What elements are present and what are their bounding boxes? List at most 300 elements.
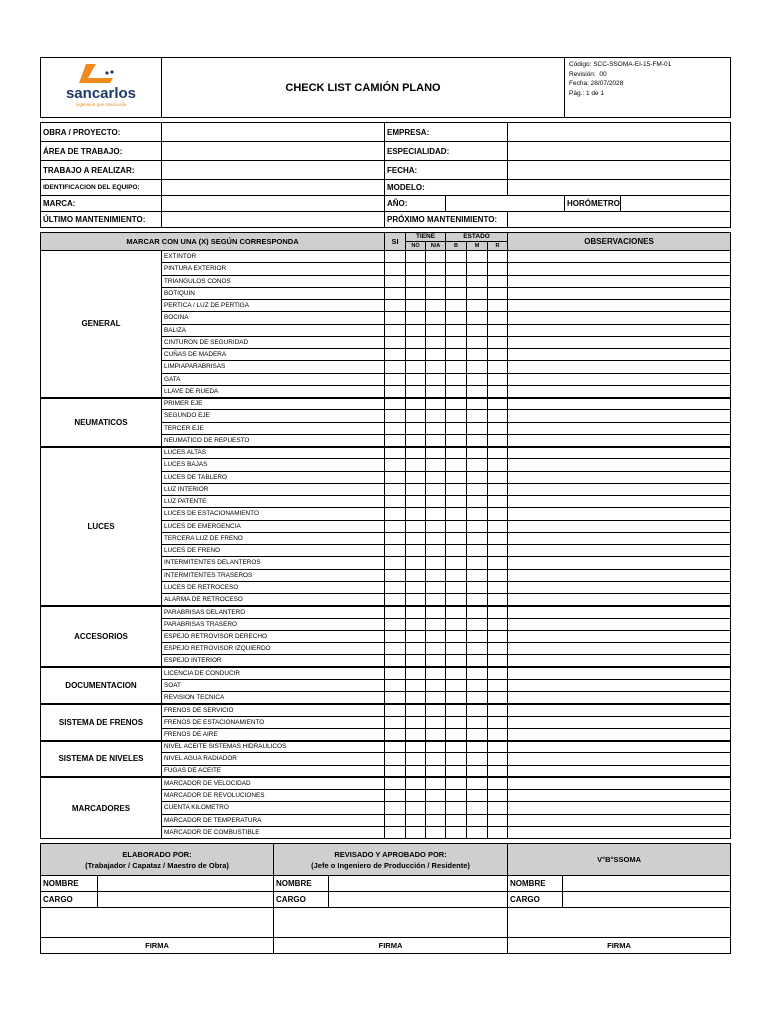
check-r-cell[interactable] [488,790,508,802]
trabajo-field[interactable] [162,161,385,180]
check-b-cell[interactable] [446,373,467,385]
check-r-cell[interactable] [488,655,508,667]
observaciones-cell[interactable] [508,765,731,777]
check-r-cell[interactable] [488,483,508,495]
check-na-cell[interactable] [426,741,446,753]
check-b-cell[interactable] [446,630,467,642]
observaciones-cell[interactable] [508,777,731,789]
check-m-cell[interactable] [467,594,488,606]
check-b-cell[interactable] [446,349,467,361]
check-no-cell[interactable] [406,251,426,263]
observaciones-cell[interactable] [508,471,731,483]
observaciones-cell[interactable] [508,385,731,397]
check-si-cell[interactable] [385,287,406,299]
check-si-cell[interactable] [385,398,406,410]
check-si-cell[interactable] [385,349,406,361]
check-si-cell[interactable] [385,765,406,777]
check-no-cell[interactable] [406,814,426,826]
check-si-cell[interactable] [385,679,406,691]
check-m-cell[interactable] [467,790,488,802]
check-na-cell[interactable] [426,704,446,716]
check-m-cell[interactable] [467,287,488,299]
check-b-cell[interactable] [446,434,467,446]
check-na-cell[interactable] [426,594,446,606]
check-na-cell[interactable] [426,483,446,495]
check-r-cell[interactable] [488,324,508,336]
check-m-cell[interactable] [467,716,488,728]
check-na-cell[interactable] [426,312,446,324]
observaciones-cell[interactable] [508,312,731,324]
check-si-cell[interactable] [385,643,406,655]
check-no-cell[interactable] [406,373,426,385]
check-m-cell[interactable] [467,398,488,410]
check-si-cell[interactable] [385,447,406,459]
check-na-cell[interactable] [426,496,446,508]
observaciones-cell[interactable] [508,545,731,557]
check-m-cell[interactable] [467,667,488,679]
check-m-cell[interactable] [467,728,488,740]
check-no-cell[interactable] [406,349,426,361]
check-r-cell[interactable] [488,373,508,385]
check-no-cell[interactable] [406,471,426,483]
check-na-cell[interactable] [426,679,446,691]
check-b-cell[interactable] [446,814,467,826]
marca-field[interactable] [162,196,385,212]
check-si-cell[interactable] [385,496,406,508]
check-r-cell[interactable] [488,606,508,618]
check-r-cell[interactable] [488,765,508,777]
observaciones-cell[interactable] [508,336,731,348]
check-na-cell[interactable] [426,606,446,618]
check-r-cell[interactable] [488,741,508,753]
check-b-cell[interactable] [446,581,467,593]
check-si-cell[interactable] [385,655,406,667]
check-si-cell[interactable] [385,581,406,593]
check-b-cell[interactable] [446,655,467,667]
check-na-cell[interactable] [426,300,446,312]
check-no-cell[interactable] [406,557,426,569]
check-na-cell[interactable] [426,643,446,655]
check-no-cell[interactable] [406,496,426,508]
horometro-field[interactable] [621,196,731,212]
observaciones-cell[interactable] [508,349,731,361]
check-na-cell[interactable] [426,471,446,483]
check-no-cell[interactable] [406,483,426,495]
check-m-cell[interactable] [467,618,488,630]
check-b-cell[interactable] [446,741,467,753]
check-na-cell[interactable] [426,581,446,593]
check-m-cell[interactable] [467,361,488,373]
check-no-cell[interactable] [406,385,426,397]
check-no-cell[interactable] [406,765,426,777]
check-m-cell[interactable] [467,679,488,691]
empresa-field[interactable] [508,123,731,142]
check-na-cell[interactable] [426,508,446,520]
check-m-cell[interactable] [467,826,488,838]
check-r-cell[interactable] [488,410,508,422]
check-b-cell[interactable] [446,385,467,397]
check-no-cell[interactable] [406,459,426,471]
check-m-cell[interactable] [467,300,488,312]
check-r-cell[interactable] [488,557,508,569]
observaciones-cell[interactable] [508,373,731,385]
check-si-cell[interactable] [385,606,406,618]
check-na-cell[interactable] [426,287,446,299]
check-r-cell[interactable] [488,581,508,593]
observaciones-cell[interactable] [508,532,731,544]
check-r-cell[interactable] [488,422,508,434]
check-r-cell[interactable] [488,569,508,581]
check-m-cell[interactable] [467,373,488,385]
check-m-cell[interactable] [467,545,488,557]
observaciones-cell[interactable] [508,667,731,679]
observaciones-cell[interactable] [508,483,731,495]
check-na-cell[interactable] [426,655,446,667]
check-si-cell[interactable] [385,532,406,544]
observaciones-cell[interactable] [508,569,731,581]
observaciones-cell[interactable] [508,557,731,569]
check-r-cell[interactable] [488,728,508,740]
check-si-cell[interactable] [385,410,406,422]
check-na-cell[interactable] [426,630,446,642]
observaciones-cell[interactable] [508,728,731,740]
check-na-cell[interactable] [426,373,446,385]
check-no-cell[interactable] [406,826,426,838]
check-m-cell[interactable] [467,777,488,789]
check-b-cell[interactable] [446,728,467,740]
check-b-cell[interactable] [446,545,467,557]
check-b-cell[interactable] [446,483,467,495]
check-r-cell[interactable] [488,520,508,532]
check-r-cell[interactable] [488,667,508,679]
check-si-cell[interactable] [385,251,406,263]
check-na-cell[interactable] [426,422,446,434]
check-b-cell[interactable] [446,594,467,606]
check-m-cell[interactable] [467,324,488,336]
check-na-cell[interactable] [426,692,446,704]
check-b-cell[interactable] [446,471,467,483]
check-m-cell[interactable] [467,802,488,814]
check-m-cell[interactable] [467,410,488,422]
check-si-cell[interactable] [385,434,406,446]
observaciones-cell[interactable] [508,324,731,336]
check-b-cell[interactable] [446,336,467,348]
check-na-cell[interactable] [426,557,446,569]
observaciones-cell[interactable] [508,741,731,753]
check-no-cell[interactable] [406,594,426,606]
observaciones-cell[interactable] [508,692,731,704]
check-b-cell[interactable] [446,606,467,618]
observaciones-cell[interactable] [508,361,731,373]
check-si-cell[interactable] [385,753,406,765]
check-r-cell[interactable] [488,777,508,789]
check-no-cell[interactable] [406,312,426,324]
check-b-cell[interactable] [446,826,467,838]
check-r-cell[interactable] [488,287,508,299]
check-m-cell[interactable] [467,251,488,263]
check-si-cell[interactable] [385,275,406,287]
check-no-cell[interactable] [406,422,426,434]
check-no-cell[interactable] [406,569,426,581]
check-na-cell[interactable] [426,802,446,814]
observaciones-cell[interactable] [508,508,731,520]
check-no-cell[interactable] [406,777,426,789]
check-b-cell[interactable] [446,324,467,336]
check-r-cell[interactable] [488,545,508,557]
check-si-cell[interactable] [385,630,406,642]
observaciones-cell[interactable] [508,300,731,312]
check-m-cell[interactable] [467,385,488,397]
vb-signature-area[interactable] [508,908,731,938]
check-b-cell[interactable] [446,508,467,520]
check-si-cell[interactable] [385,545,406,557]
check-na-cell[interactable] [426,447,446,459]
check-si-cell[interactable] [385,618,406,630]
check-r-cell[interactable] [488,692,508,704]
check-si-cell[interactable] [385,594,406,606]
check-r-cell[interactable] [488,349,508,361]
check-m-cell[interactable] [467,581,488,593]
check-no-cell[interactable] [406,643,426,655]
check-no-cell[interactable] [406,361,426,373]
check-si-cell[interactable] [385,569,406,581]
check-b-cell[interactable] [446,312,467,324]
ultimo-mantenimiento-field[interactable] [162,212,385,228]
check-si-cell[interactable] [385,361,406,373]
check-b-cell[interactable] [446,447,467,459]
check-si-cell[interactable] [385,520,406,532]
check-r-cell[interactable] [488,447,508,459]
check-na-cell[interactable] [426,753,446,765]
check-si-cell[interactable] [385,692,406,704]
check-b-cell[interactable] [446,287,467,299]
vb-cargo-field[interactable] [563,892,731,908]
observaciones-cell[interactable] [508,594,731,606]
check-b-cell[interactable] [446,459,467,471]
check-no-cell[interactable] [406,581,426,593]
check-b-cell[interactable] [446,692,467,704]
check-si-cell[interactable] [385,814,406,826]
check-r-cell[interactable] [488,385,508,397]
check-no-cell[interactable] [406,336,426,348]
check-si-cell[interactable] [385,557,406,569]
check-m-cell[interactable] [467,630,488,642]
check-no-cell[interactable] [406,728,426,740]
observaciones-cell[interactable] [508,826,731,838]
check-b-cell[interactable] [446,361,467,373]
check-m-cell[interactable] [467,753,488,765]
check-no-cell[interactable] [406,655,426,667]
check-r-cell[interactable] [488,434,508,446]
check-m-cell[interactable] [467,606,488,618]
check-si-cell[interactable] [385,336,406,348]
check-m-cell[interactable] [467,336,488,348]
check-no-cell[interactable] [406,802,426,814]
revisado-signature-area[interactable] [274,908,508,938]
check-no-cell[interactable] [406,532,426,544]
observaciones-cell[interactable] [508,434,731,446]
check-m-cell[interactable] [467,508,488,520]
check-r-cell[interactable] [488,826,508,838]
check-si-cell[interactable] [385,459,406,471]
check-no-cell[interactable] [406,263,426,275]
check-r-cell[interactable] [488,471,508,483]
check-r-cell[interactable] [488,643,508,655]
check-na-cell[interactable] [426,814,446,826]
check-m-cell[interactable] [467,349,488,361]
check-b-cell[interactable] [446,618,467,630]
check-b-cell[interactable] [446,275,467,287]
check-na-cell[interactable] [426,263,446,275]
check-b-cell[interactable] [446,643,467,655]
check-na-cell[interactable] [426,728,446,740]
check-na-cell[interactable] [426,765,446,777]
check-m-cell[interactable] [467,655,488,667]
check-no-cell[interactable] [406,790,426,802]
check-si-cell[interactable] [385,790,406,802]
check-si-cell[interactable] [385,802,406,814]
check-si-cell[interactable] [385,373,406,385]
especialidad-field[interactable] [508,142,731,161]
check-si-cell[interactable] [385,826,406,838]
check-no-cell[interactable] [406,508,426,520]
check-si-cell[interactable] [385,263,406,275]
observaciones-cell[interactable] [508,581,731,593]
check-b-cell[interactable] [446,753,467,765]
observaciones-cell[interactable] [508,422,731,434]
check-b-cell[interactable] [446,263,467,275]
check-r-cell[interactable] [488,275,508,287]
check-m-cell[interactable] [467,704,488,716]
check-b-cell[interactable] [446,765,467,777]
check-si-cell[interactable] [385,728,406,740]
observaciones-cell[interactable] [508,814,731,826]
check-b-cell[interactable] [446,410,467,422]
check-b-cell[interactable] [446,679,467,691]
check-m-cell[interactable] [467,557,488,569]
observaciones-cell[interactable] [508,643,731,655]
check-si-cell[interactable] [385,741,406,753]
obra-field[interactable] [162,123,385,142]
observaciones-cell[interactable] [508,398,731,410]
check-b-cell[interactable] [446,300,467,312]
check-no-cell[interactable] [406,410,426,422]
check-na-cell[interactable] [426,667,446,679]
check-na-cell[interactable] [426,569,446,581]
check-na-cell[interactable] [426,777,446,789]
check-r-cell[interactable] [488,312,508,324]
check-si-cell[interactable] [385,704,406,716]
check-no-cell[interactable] [406,716,426,728]
check-si-cell[interactable] [385,716,406,728]
check-b-cell[interactable] [446,557,467,569]
check-r-cell[interactable] [488,263,508,275]
check-m-cell[interactable] [467,263,488,275]
vb-nombre-field[interactable] [563,876,731,892]
check-si-cell[interactable] [385,483,406,495]
check-na-cell[interactable] [426,826,446,838]
elaborado-signature-area[interactable] [41,908,274,938]
area-field[interactable] [162,142,385,161]
check-b-cell[interactable] [446,704,467,716]
observaciones-cell[interactable] [508,655,731,667]
check-si-cell[interactable] [385,324,406,336]
observaciones-cell[interactable] [508,251,731,263]
check-si-cell[interactable] [385,385,406,397]
check-r-cell[interactable] [488,618,508,630]
check-m-cell[interactable] [467,459,488,471]
check-na-cell[interactable] [426,251,446,263]
check-si-cell[interactable] [385,508,406,520]
check-si-cell[interactable] [385,300,406,312]
check-m-cell[interactable] [467,483,488,495]
check-b-cell[interactable] [446,569,467,581]
check-no-cell[interactable] [406,300,426,312]
check-si-cell[interactable] [385,667,406,679]
check-na-cell[interactable] [426,545,446,557]
check-si-cell[interactable] [385,422,406,434]
observaciones-cell[interactable] [508,263,731,275]
check-r-cell[interactable] [488,361,508,373]
observaciones-cell[interactable] [508,716,731,728]
check-b-cell[interactable] [446,520,467,532]
observaciones-cell[interactable] [508,275,731,287]
check-no-cell[interactable] [406,447,426,459]
check-r-cell[interactable] [488,300,508,312]
check-r-cell[interactable] [488,459,508,471]
check-r-cell[interactable] [488,679,508,691]
identificacion-field[interactable] [162,180,385,196]
check-na-cell[interactable] [426,532,446,544]
check-m-cell[interactable] [467,532,488,544]
check-r-cell[interactable] [488,630,508,642]
check-r-cell[interactable] [488,496,508,508]
check-m-cell[interactable] [467,643,488,655]
observaciones-cell[interactable] [508,704,731,716]
check-na-cell[interactable] [426,716,446,728]
revisado-nombre-field[interactable] [329,876,508,892]
check-no-cell[interactable] [406,520,426,532]
check-na-cell[interactable] [426,361,446,373]
check-r-cell[interactable] [488,508,508,520]
check-no-cell[interactable] [406,545,426,557]
elaborado-nombre-field[interactable] [98,876,274,892]
check-na-cell[interactable] [426,410,446,422]
check-no-cell[interactable] [406,704,426,716]
check-no-cell[interactable] [406,398,426,410]
check-m-cell[interactable] [467,275,488,287]
check-r-cell[interactable] [488,251,508,263]
check-na-cell[interactable] [426,385,446,397]
check-b-cell[interactable] [446,532,467,544]
check-r-cell[interactable] [488,594,508,606]
check-b-cell[interactable] [446,716,467,728]
observaciones-cell[interactable] [508,606,731,618]
observaciones-cell[interactable] [508,753,731,765]
proximo-mantenimiento-field[interactable] [508,212,731,228]
check-si-cell[interactable] [385,471,406,483]
observaciones-cell[interactable] [508,459,731,471]
observaciones-cell[interactable] [508,802,731,814]
check-m-cell[interactable] [467,434,488,446]
check-r-cell[interactable] [488,704,508,716]
check-m-cell[interactable] [467,312,488,324]
check-si-cell[interactable] [385,777,406,789]
modelo-field[interactable] [508,180,731,196]
check-na-cell[interactable] [426,459,446,471]
check-na-cell[interactable] [426,618,446,630]
check-no-cell[interactable] [406,741,426,753]
